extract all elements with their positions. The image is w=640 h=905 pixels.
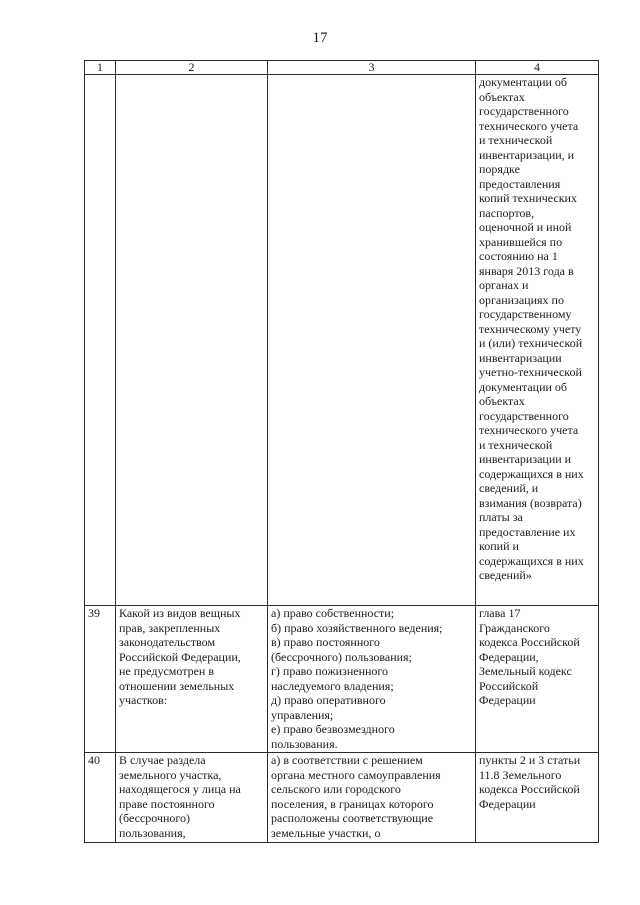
text-line: Земельный кодекс <box>479 664 572 678</box>
text-line: в) право постоянного <box>271 635 380 649</box>
question-text <box>116 606 268 753</box>
text-line: д) право оперативного <box>271 693 386 707</box>
text-line: паспортов, <box>479 205 535 220</box>
text-line: органах и <box>479 278 529 292</box>
text-line: а) в соответствии с решением <box>271 753 423 767</box>
text-line: копий технических <box>479 191 577 205</box>
text-line: законодательством <box>119 635 216 649</box>
continuation-col-2 <box>116 75 268 606</box>
text-line: органа местного самоуправления <box>271 767 441 782</box>
text-line: не предусмотрен в <box>119 664 215 678</box>
text-line: е) право безвозмездного <box>271 722 395 736</box>
continuation-source-text <box>476 75 599 606</box>
text-line: земельные участки, о <box>271 825 381 840</box>
text-line: государственного <box>479 104 569 118</box>
text-line: объектах <box>479 394 525 408</box>
text-line: учетно-технической <box>479 365 582 379</box>
text-line: техническому учету <box>479 321 582 336</box>
text-line: а) право собственности; <box>271 606 395 620</box>
text-line: объектах <box>479 89 525 104</box>
answer-options <box>268 753 476 843</box>
text-line: праве постоянного <box>119 796 215 811</box>
text-line: 11.8 Земельного <box>479 767 562 782</box>
text-line: документации об <box>479 75 568 89</box>
text-line: сведений» <box>479 568 532 582</box>
text-line: кодекса Российской <box>479 782 580 796</box>
legal-source <box>476 753 599 843</box>
text-line: (бессрочного) <box>119 811 190 825</box>
continuation-col-1 <box>85 75 116 606</box>
header-col-1: 1 <box>85 61 116 75</box>
text-line: хранившейся по <box>479 234 563 249</box>
page-number: 17 <box>312 30 328 46</box>
text-line: технического учета <box>479 118 579 133</box>
row-number: 40 <box>85 753 116 843</box>
text-line: находящегося у лица на <box>119 782 241 796</box>
text-line: порядке <box>479 162 520 176</box>
text-line: кодекса Российской <box>479 635 580 649</box>
text-line: Федерации <box>479 693 536 707</box>
header-col-3: 3 <box>268 61 476 75</box>
text-line: пункты 2 и 3 статьи <box>479 753 581 767</box>
text-line: платы за <box>479 510 523 524</box>
text-line: (бессрочного) пользования; <box>271 649 412 664</box>
text-line: инвентаризации <box>479 350 562 365</box>
text-line: Федерации, <box>479 649 539 664</box>
header-col-2: 2 <box>116 61 268 75</box>
text-line: г) право пожизненного <box>271 664 389 678</box>
continuation-row <box>85 75 599 606</box>
text-line: Федерации <box>479 796 536 811</box>
answer-options <box>268 606 476 753</box>
text-line: глава 17 <box>479 606 521 620</box>
text-line: и технической <box>479 437 553 452</box>
text-line: инвентаризации, и <box>479 147 575 162</box>
text-line: предоставление их <box>479 524 576 539</box>
text-line: пользования, <box>119 825 186 840</box>
text-line: пользования. <box>271 736 338 751</box>
text-line: документации об <box>479 379 568 394</box>
text-line: государственному <box>479 307 572 321</box>
text-line: сельского или городского <box>271 782 401 796</box>
text-line: Гражданского <box>479 620 550 635</box>
text-line: Российской Федерации, <box>119 649 241 664</box>
text-line: и (или) технической <box>479 336 583 350</box>
legal-source <box>476 606 599 753</box>
text-line: управления; <box>271 707 334 722</box>
text-line: января 2013 года в <box>479 263 574 278</box>
text-line: инвентаризации и <box>479 452 572 466</box>
text-line: взимания (возврата) <box>479 495 582 510</box>
text-line: содержащихся в них <box>479 466 584 481</box>
text-line: и технической <box>479 133 553 147</box>
text-line: состоянию на 1 <box>479 249 558 263</box>
text-line: технического учета <box>479 423 579 437</box>
text-line: прав, закрепленных <box>119 620 221 635</box>
table-header-row <box>85 61 599 75</box>
text-line: В случае раздела <box>119 753 206 767</box>
text-line: предоставления <box>479 176 561 191</box>
text-line: государственного <box>479 408 569 423</box>
text-line: оценочной и иной <box>479 220 572 234</box>
text-line: Российской <box>479 678 539 693</box>
row-number: 39 <box>85 606 116 753</box>
text-line: отношении земельных <box>119 678 235 693</box>
text-line: земельного участка, <box>119 767 222 782</box>
text-line: копий и <box>479 539 519 553</box>
text-line: наследуемого владения; <box>271 678 394 693</box>
text-line: расположены соответствующие <box>271 811 434 825</box>
text-line: поселения, в границах которого <box>271 796 434 811</box>
text-line: б) право хозяйственного ведения; <box>271 620 443 635</box>
text-line: Какой из видов вещных <box>119 606 241 620</box>
table-row-39 <box>85 606 599 753</box>
text-line: организациях по <box>479 292 564 307</box>
question-text <box>116 753 268 843</box>
questions-table <box>84 60 599 843</box>
text-line: сведений, и <box>479 481 539 495</box>
text-line: участков: <box>119 693 168 707</box>
continuation-col-3 <box>268 75 476 606</box>
table-row-40 <box>85 753 599 843</box>
text-line: содержащихся в них <box>479 553 584 568</box>
header-col-4: 4 <box>476 61 599 75</box>
